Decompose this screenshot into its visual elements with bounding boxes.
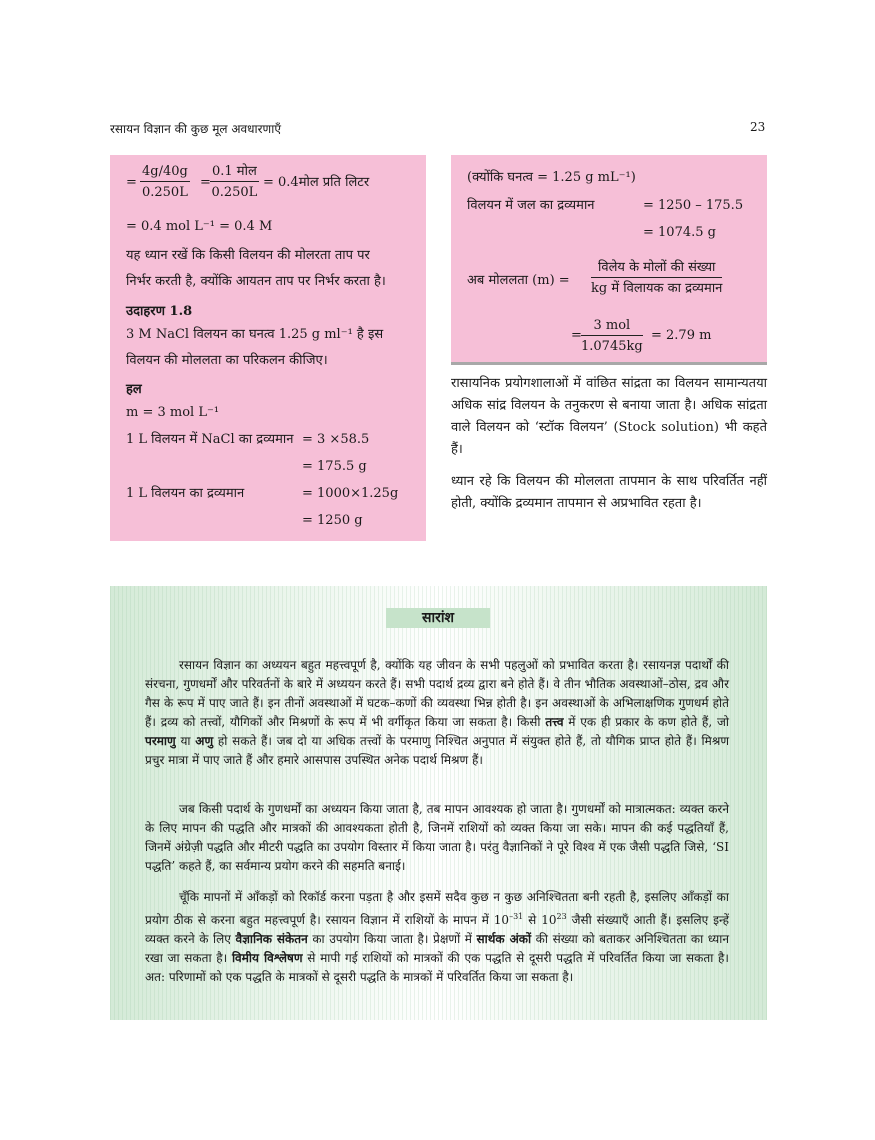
solution-mass-eq-2: = 1250 g <box>302 513 363 528</box>
exponent-max: 23 <box>556 912 567 921</box>
water-mass-eq-1: = 1250 – 175.5 <box>643 198 744 213</box>
eq1-fraction-2 <box>210 163 259 201</box>
eq1-mid: = <box>200 175 211 190</box>
running-header-title: रसायन विज्ञान की कुछ मूल अवधारणाएँ <box>110 122 281 136</box>
nacl-mass-eq-1: = 3 ×58.5 <box>302 432 370 447</box>
term-molecule: अणु <box>195 734 214 748</box>
term-significant-figures: सार्थक अंकों <box>476 932 532 946</box>
stock-solution-paragraph: रासायनिक प्रयोगशालाओं में वांछित सांद्रता का विलयन सामान्यतया अधिक सांद्र विलयन के तनुकरण से बनाया जाता है। अधिक सांद्रता वाले विलयन को ‘स्टॉक विलयन’ (Stock solution) भी कहते हैं। <box>451 376 767 457</box>
molality-label: अब मोललता (m) = <box>467 273 570 288</box>
note-line-2: निर्भर करती है, क्योंकि आयतन ताप पर निर्भर करता है। <box>126 274 386 289</box>
water-mass-eq-2: = 1074.5 g <box>643 225 716 240</box>
summary-paragraph-2: जब किसी पदार्थ के गुणधर्मों का अध्ययन किया जाता है, तब मापन आवश्यक हो जाता है। गुणधर्मों को मात्रात्मकत: व्यक्त करने के लिए मापन की पद्धति और मात्रकों की आवश्यकता होती है, जिनमें राशियों को व्यक्त किया जा सके। मापन की कई पद्धतियाँ हैं, जिनमें अंग्रेज़ी पद्धति और मीटरी पद्धति का उपयोग विस्तार में किया जाता है। परंतु वैज्ञानिकों ने पूरे विश्व में एक जैसी पद्धति जिसे, ‘SI पद्धति’ कहते हैं, का सर्वमान्य प्रयोग करने की सहमति बनाई। <box>145 802 729 873</box>
term-element: तत्त्व <box>545 715 564 729</box>
summary-paragraph-1: रसायन विज्ञान का अध्ययन बहुत महत्त्वपूर्ण है, क्योंकि यह जीवन के सभी पहलुओं को प्रभावित करता है। रसायनज्ञ पदार्थों की संरचना, गुणधर्मों और परिवर्तनों के बारे में अध्ययन करते हैं। सभी पदार्थ द्रव्य द्वारा बने होते हैं। वे तीन भौतिक अवस्थाओं–ठोस, द्रव और गैस के रूप में पाए जाते हैं। इन तीनों अवस्थाओं में घटक–कणों की व्यवस्था भिन्न होती है। इन अवस्थाओं के अभिलाक्षणिक गुणधर्म होते हैं। द्रव्य को तत्त्वों, यौगिकों और मिश्रणों के रूप में भी वर्गीकृत किया जा सकता है। किसी तत्त्व में एक ही प्रकार के कण होते हैं, जो परमाणु या अणु हो सकते हैं। जब दो या अधिक तत्त्वों के परमाणु निश्चित अनुपात में संयुक्त होते हैं, तो यौगिक प्राप्त होते हैं। मिश्रण प्रचुर मात्रा में पाए जाते हैं और हमारे आसपास उपस्थित अनेक पदार्थ मिश्रण हैं। <box>145 658 730 767</box>
result-value: = 2.79 m <box>651 328 712 343</box>
solution-heading: हल <box>126 382 142 397</box>
right-calculation-box <box>451 155 767 365</box>
result-denominator: 1.0745kg <box>581 339 643 354</box>
eq1-frac2-den: 0.250L <box>211 185 258 200</box>
note-line-1: यह ध्यान रखें कि किसी विलयन की मोलरता ताप पर <box>126 248 370 263</box>
solution-mass-eq-1: = 1000×1.25g <box>302 486 399 501</box>
eq1-frac1-num: 4g/40g <box>140 163 190 182</box>
term-dimensional-analysis: विमीय विश्लेषण <box>231 951 303 965</box>
term-scientific-notation: वैज्ञानिक संकेतन <box>235 932 308 946</box>
summary-box <box>110 586 767 1020</box>
eq1-frac2-num: 0.1 मोल <box>210 163 259 182</box>
page-number: 23 <box>750 120 766 134</box>
eq1-frac1-den: 0.250L <box>141 185 188 200</box>
example-line-2: विलयन की मोललता का परिकलन कीजिए। <box>126 353 328 368</box>
summary-title: सारांश <box>386 608 490 628</box>
molality-temperature-paragraph: ध्यान रहे कि विलयन की मोललता तापमान के साथ परिवर्तित नहीं होती, क्योंकि द्रव्यमान तापमान से अप्रभावित रहता है। <box>451 474 767 511</box>
given-molarity: m = 3 mol L⁻¹ <box>126 405 220 420</box>
result-numerator: 3 mol <box>581 317 643 336</box>
molality-denominator: kg में विलायक का द्रव्यमान <box>591 281 723 296</box>
nacl-mass-eq-2: = 175.5 g <box>302 459 367 474</box>
example-heading: उदाहरण 1.8 <box>126 304 193 319</box>
result-fraction <box>581 317 643 355</box>
nacl-mass-label: 1 L विलयन में NaCl का द्रव्यमान <box>126 432 294 447</box>
molality-fraction <box>591 259 722 297</box>
summary-paragraph-3: चूँकि मापनों में आँकड़ों को रिकॉर्ड करना पड़ता है और इसमें सदैव कुछ न कुछ अनिश्चितता बनी रहती है, इसलिए आँकड़ों का प्रयोग ठीक से करना बहुत महत्त्वपूर्ण है। रसायन विज्ञान में राशियों के मापन में $10^{-31}$ से $10^{23}$ जैसी संख्याएँ आती हैं। इसलिए इन्हें व्यक्त करने के लिए वैज्ञानिक संकेतन का उपयोग किया जाता है। प्रेक्षणों में सार्थक अंकों की संख्या को बताकर अनिश्चितता का ध्यान रखा जा सकता है। विमीय विश्लेषण से मापी गई राशियों को मात्रकों की एक पद्धति से दूसरी पद्धति में परिवर्तित किया जा सकता है। अत: परिणामों को एक पद्धति के मात्रकों से दूसरी पद्धति के मात्रकों में परिवर्तित किया जा सकता है। <box>145 890 730 984</box>
eq2: = 0.4 mol L⁻¹ = 0.4 M <box>126 219 273 234</box>
eq1-fraction-1 <box>140 163 190 201</box>
exponent-min: –31 <box>509 912 524 921</box>
water-mass-label: विलयन में जल का द्रव्यमान <box>467 198 595 213</box>
molality-numerator: विलेय के मोलों की संख्या <box>591 259 722 278</box>
example-line-1: 3 M NaCl विलयन का घनत्व 1.25 g ml⁻¹ है इस <box>126 327 384 342</box>
eq1-lead: = <box>126 175 137 190</box>
solution-mass-label: 1 L विलयन का द्रव्यमान <box>126 486 245 501</box>
term-atom: परमाणु <box>145 734 176 748</box>
left-example-box <box>110 155 426 541</box>
eq1-result: = 0.4मोल प्रति लिटर <box>263 175 370 190</box>
density-note: (क्योंकि घनत्व = 1.25 g mL⁻¹) <box>467 170 636 185</box>
result-lead: = <box>571 328 582 343</box>
